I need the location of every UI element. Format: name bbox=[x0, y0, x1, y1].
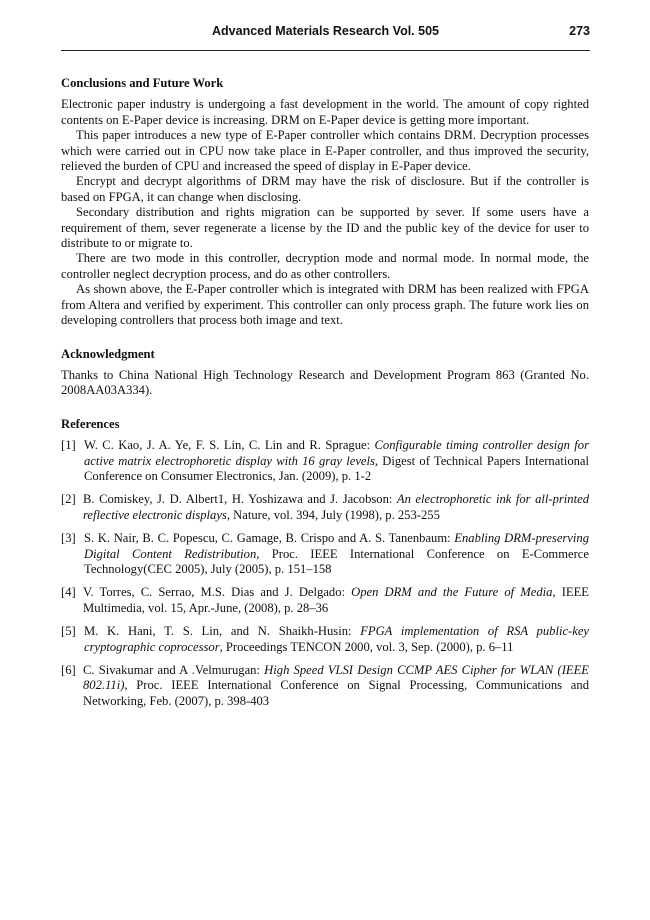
acknowledgment-text: Thanks to China National High Technology Research and Development Program 863 (Granted No. 2008AA03A334). bbox=[61, 367, 589, 398]
reference-number: [4] bbox=[61, 585, 76, 600]
reference-number: [3] bbox=[61, 531, 76, 546]
reference-item bbox=[61, 492, 589, 523]
reference-item bbox=[61, 438, 589, 484]
reference-authors: C. Sivakumar and A .Velmurugan: bbox=[83, 663, 265, 677]
reference-source: , Proc. IEEE International Conference on E-Commerce Technology(CEC 2005), July (2005), p. 151–158 bbox=[84, 546, 589, 576]
conclusions-paragraph: Encrypt and decrypt algorithms of DRM may have the risk of disclosure. But if the controller is based on FPGA, it can change when disclosing. bbox=[61, 174, 589, 204]
conclusions-heading: Conclusions and Future Work bbox=[61, 76, 224, 90]
reference-source: , Digest of Technical Papers International Conference on Consumer Electronics, Jan. (2009), p. 1-2 bbox=[84, 453, 589, 483]
reference-title: Configurable timing controller design for active matrix electrophoretic display with 16 gray levels bbox=[84, 438, 589, 468]
reference-item bbox=[61, 585, 589, 616]
references-section bbox=[61, 417, 589, 710]
conclusions-paragraph: As shown above, the E-Paper controller which is integrated with DRM has been realized with FPGA from Altera and verified by experiment. This controller can only process graph. The future work lies on developing controllers that process both image and text. bbox=[61, 282, 589, 328]
conclusions-paragraph: This paper introduces a new type of E-Paper controller which contains DRM. Decryption processes which were carried out in CPU now take place in E-Paper controller, and thus improved the security, relieved the burden of CPU and increased the speed of display in E-Paper device. bbox=[61, 128, 589, 174]
reference-title: Enabling DRM-preserving Digital Content Redistribution bbox=[84, 531, 589, 561]
journal-title: Advanced Materials Research Vol. 505 bbox=[212, 24, 439, 38]
reference-number: [1] bbox=[61, 438, 76, 453]
conclusions-section bbox=[61, 76, 589, 329]
conclusions-paragraph: There are two mode in this controller, decryption mode and normal mode. In normal mode, the controller neglect decryption process, and do as other controllers. bbox=[61, 251, 589, 281]
reference-authors: S. K. Nair, B. C. Popescu, C. Gamage, B. Crispo and A. S. Tanenbaum: bbox=[84, 531, 455, 546]
reference-item bbox=[61, 624, 589, 655]
conclusions-paragraph: Secondary distribution and rights migration can be supported by sever. If some users have a requirement of them, sever regenerate a license by the ID and the public key of the device for user to distribute to or migrate to. bbox=[61, 205, 589, 251]
reference-item bbox=[61, 663, 589, 709]
reference-title: An electrophoretic ink for all-printed reflective electronic displays bbox=[83, 492, 589, 522]
reference-authors: W. C. Kao, J. A. Ye, F. S. Lin, C. Lin and R. Sprague: bbox=[84, 438, 375, 453]
page-number: 273 bbox=[569, 24, 590, 38]
references-heading: References bbox=[61, 416, 120, 431]
reference-authors: V. Torres, C. Serrao, M.S. Dias and J. Delgado: bbox=[83, 585, 352, 600]
reference-number: [5] bbox=[61, 624, 76, 639]
reference-authors: M. K. Hani, T. S. Lin, and N. Shaikh-Husin: bbox=[84, 624, 361, 639]
acknowledgment-heading: Acknowledgment bbox=[61, 346, 155, 361]
reference-number: [2] bbox=[61, 492, 76, 507]
reference-source: , Proceedings TENCON 2000, vol. 3, Sep. (2000), p. 6–11 bbox=[219, 639, 514, 654]
reference-number: [6] bbox=[61, 663, 76, 677]
reference-title: Open DRM and the Future of Media bbox=[351, 585, 553, 600]
reference-title: FPGA implementation of RSA public-key cryptographic coprocessor bbox=[84, 624, 589, 654]
running-header bbox=[61, 22, 590, 51]
reference-item bbox=[61, 531, 589, 577]
conclusions-paragraph: Electronic paper industry is undergoing a fast development in the world. The amount of copy righted contents on E-Paper device is increasing. DRM on E-Paper device is getting more important. bbox=[61, 97, 589, 127]
reference-source: , Nature, vol. 394, July (1998), p. 253-255 bbox=[226, 507, 440, 522]
reference-source: , Proc. IEEE International Conference on Signal Processing, Communications and Networking, Feb. (2007), p. 398-403 bbox=[83, 678, 589, 708]
reference-source: , IEEE Multimedia, vol. 15, Apr.-June, (2008), p. 28–36 bbox=[83, 585, 589, 615]
main-content bbox=[61, 76, 589, 727]
reference-title: High Speed VLSI Design CCMP AES Cipher for WLAN (IEEE 802.11i) bbox=[83, 663, 589, 693]
acknowledgment-section bbox=[61, 347, 589, 399]
reference-authors: B. Comiskey, J. D. Albert1, H. Yoshizawa and J. Jacobson: bbox=[83, 492, 397, 507]
